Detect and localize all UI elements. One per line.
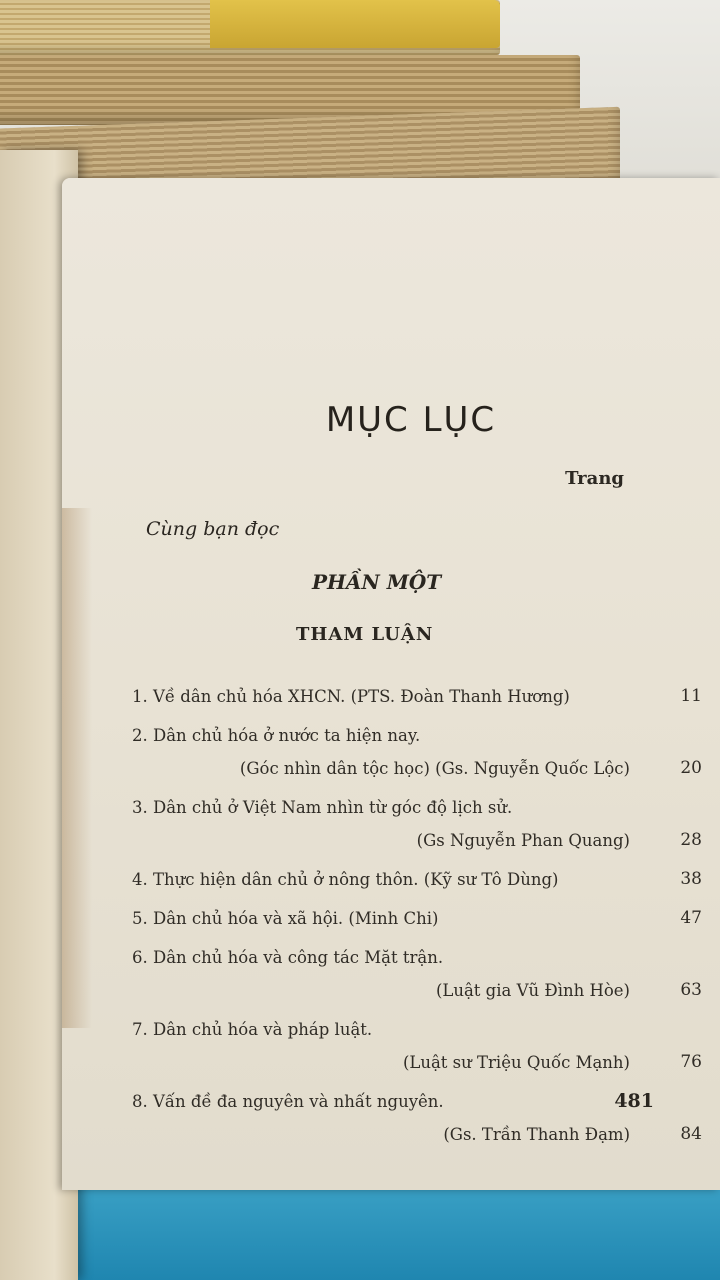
toc-entry-title: 5. Dân chủ hóa và xã hội. (Minh Chi) <box>132 909 439 928</box>
intro-heading: Cùng bạn đọc <box>146 518 280 540</box>
toc-entry-title: 1. Về dân chủ hóa XHCN. (PTS. Đoàn Thanh Hương) <box>132 687 570 706</box>
stacked-book <box>0 0 500 55</box>
toc-entry-title: 8. Vấn đề đa nguyên và nhất nguyên. <box>132 1092 444 1111</box>
toc-entry <box>132 680 702 713</box>
page-number: 481 <box>614 1090 654 1112</box>
section-heading: THAM LUẬN <box>296 624 434 645</box>
toc-entry <box>132 791 702 857</box>
toc-entry-page: 76 <box>680 1052 702 1072</box>
toc-entry-title: 3. Dân chủ ở Việt Nam nhìn từ góc độ lịch sử. <box>132 798 513 817</box>
toc-entry <box>132 941 702 1007</box>
toc-entry-page: 84 <box>680 1124 702 1144</box>
toc-entry-author: (Gs. Trần Thanh Đạm) <box>443 1125 630 1144</box>
toc-entry-page: 11 <box>680 686 702 706</box>
table-of-contents <box>132 680 702 1157</box>
toc-entry-page: 28 <box>680 830 702 850</box>
toc-entry-page: 63 <box>680 980 702 1000</box>
book-page <box>62 178 720 1190</box>
page-stain <box>62 508 92 1028</box>
toc-entry-title: 4. Thực hiện dân chủ ở nông thôn. (Kỹ sư Tô Dùng) <box>132 870 559 889</box>
toc-entry-page: 38 <box>680 869 702 889</box>
toc-entry-author: (Luật gia Vũ Đình Hòe) <box>435 981 630 1000</box>
part-heading: PHẦN MỘT <box>312 570 442 594</box>
toc-entry <box>132 719 702 785</box>
toc-entry-author: (Luật sư Triệu Quốc Mạnh) <box>402 1053 630 1072</box>
page-title: MỤC LỤC <box>325 400 497 440</box>
page-column-header: Trang <box>565 468 624 489</box>
toc-entry-title: 7. Dân chủ hóa và pháp luật. <box>132 1020 373 1039</box>
toc-entry-page: 47 <box>680 908 702 928</box>
toc-entry <box>132 1013 702 1079</box>
toc-entry-title: 2. Dân chủ hóa ở nước ta hiện nay. <box>132 726 421 745</box>
toc-entry-author: (Góc nhìn dân tộc học) (Gs. Nguyễn Quốc Lộc) <box>239 759 630 778</box>
toc-entry-page: 20 <box>680 758 702 778</box>
toc-entry <box>132 863 702 896</box>
toc-entry-author: (Gs Nguyễn Phan Quang) <box>416 831 630 850</box>
toc-entry-title: 6. Dân chủ hóa và công tác Mặt trận. <box>132 948 444 967</box>
toc-entry <box>132 902 702 935</box>
